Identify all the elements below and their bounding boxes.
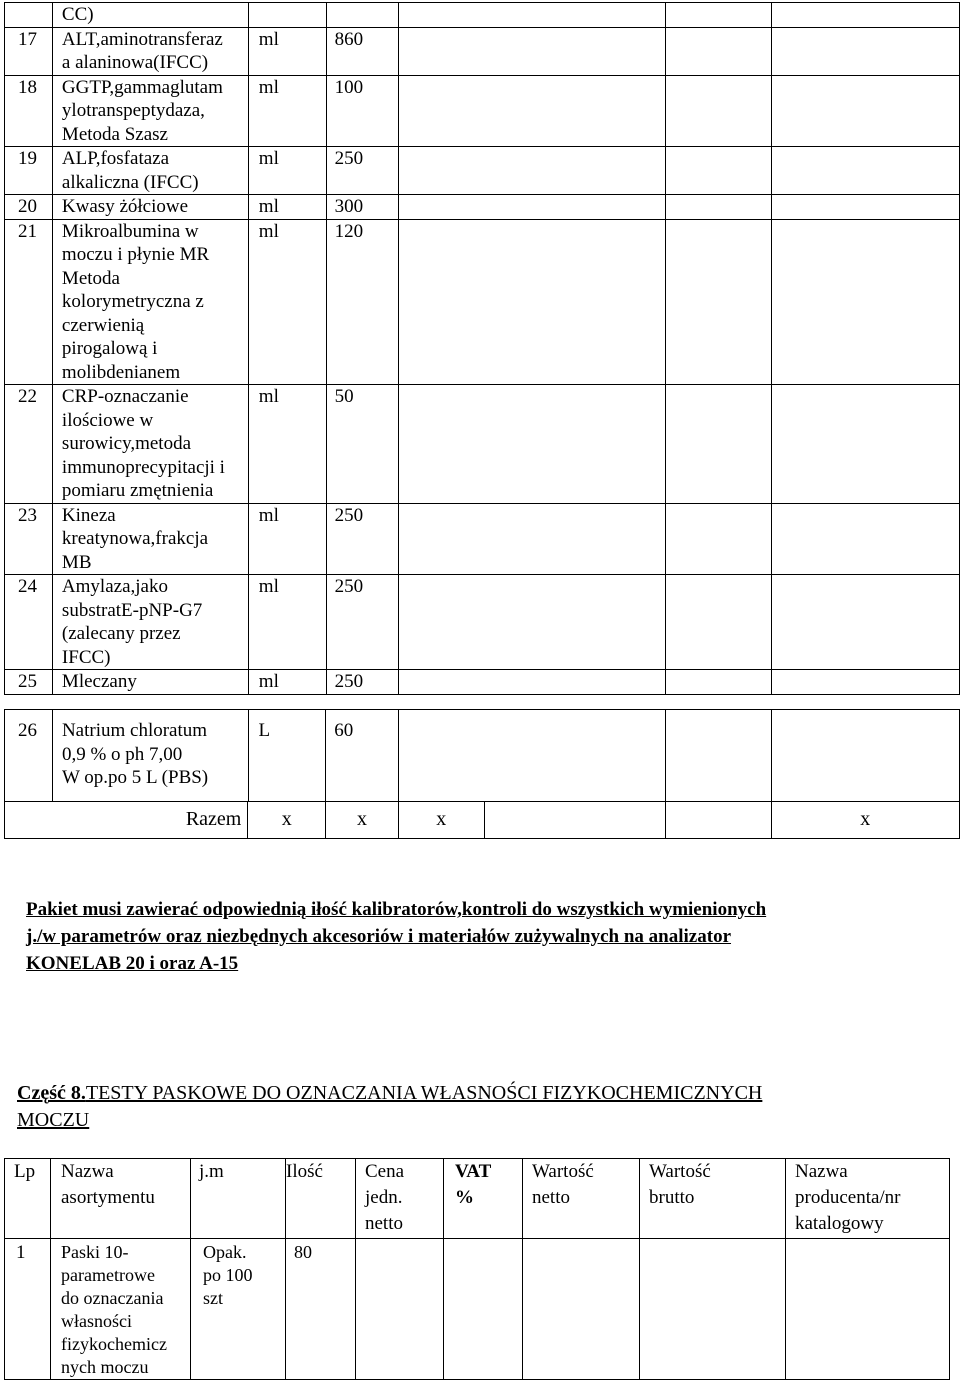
header-row [5, 1159, 950, 1239]
header-wartosc-brutto: Wartość brutto [640, 1159, 786, 1239]
item-name [52, 575, 248, 670]
item-name-line: ALT,aminotransferaz [61, 28, 223, 50]
item-name-line: Kineza [61, 504, 116, 526]
item-name-line: kreatynowa,frakcja [61, 528, 209, 549]
note-line: Pakiet musi zawierać odpowiednią iłość kalibratorów,kontroli do wszystkich wymienionych [26, 899, 767, 920]
item-name-line: Mleczany [61, 671, 137, 692]
item-number: 22 [5, 385, 53, 504]
table-row [5, 710, 960, 802]
item-number: 18 [5, 75, 53, 147]
item-name-line: pomiaru zmętnienia [61, 480, 214, 501]
totals-mark: x [248, 802, 326, 839]
table-row [5, 195, 960, 220]
item-number: 17 [5, 27, 53, 75]
item-name-line: ylotranspeptydaza, [61, 100, 205, 121]
item-number: 23 [5, 503, 53, 575]
totals-mark: x [398, 802, 484, 839]
item-unit: Opak. po 100 szt [191, 1239, 286, 1380]
item-number: 21 [5, 219, 53, 385]
item-quantity: 50 [326, 385, 399, 504]
item-name-line: immunoprecypitacji i [61, 456, 225, 478]
item-quantity: 300 [326, 195, 399, 220]
item-quantity: 60 [326, 710, 399, 802]
item-name-line: Natrium chloratum [61, 720, 208, 741]
item-name-line: surowicy,metoda [61, 433, 192, 454]
item-name-line: a alaninowa(IFCC) [61, 52, 209, 73]
section-title-line: MOCZU [17, 1109, 90, 1131]
item-name-line: alkaliczna (IFCC) [61, 171, 199, 193]
item-name [52, 219, 248, 385]
item-quantity: 250 [326, 575, 399, 670]
section-prefix: Część 8. [17, 1082, 86, 1104]
header-vat: VAT % [444, 1159, 523, 1239]
header-wartosc-netto: Wartość netto [523, 1159, 640, 1239]
note-line: j./w parametrów oraz niezbędnych akcesoriów i materiałów zużywalnych na analizator [26, 926, 732, 947]
totals-table [4, 801, 960, 839]
item-number: 26 [5, 710, 53, 802]
table-row [5, 75, 960, 147]
item-number: 24 [5, 575, 53, 670]
item-name-line: molibdenianem [61, 361, 181, 383]
item-name-line: W op.po 5 L (PBS) [61, 767, 209, 788]
item-unit: ml [248, 75, 326, 147]
item-name-line: moczu i płynie MR [61, 244, 210, 265]
table-row [5, 670, 960, 695]
item-name-line: ALP,fosfataza [61, 148, 170, 169]
section-title [17, 1080, 947, 1134]
item-quantity: 250 [326, 147, 399, 195]
item-number: 1 [5, 1239, 51, 1380]
item-name [52, 710, 248, 802]
item-name-line: Kwasy żółciowe [61, 196, 189, 217]
item-name [52, 670, 248, 695]
table-row [5, 575, 960, 670]
item-quantity: 80 [286, 1239, 356, 1380]
item-name-line: Amylaza,jako [61, 576, 168, 597]
package-note [26, 896, 936, 977]
item-name [52, 385, 248, 504]
table-row [5, 503, 960, 575]
table-row [5, 3, 960, 28]
item-name-line: ilościowe w [61, 409, 154, 431]
item-name-line: GGTP,gammaglutam [61, 76, 223, 98]
item-name-line: pirogalową i [61, 338, 158, 359]
item-name [52, 195, 248, 220]
table-row [5, 147, 960, 195]
header-nazwa: Nazwa asortymentu [51, 1159, 191, 1239]
item-name-fragment: CC) [52, 3, 248, 28]
item-name-line: Metoda [61, 267, 120, 289]
item-name [52, 75, 248, 147]
totals-mark: x [326, 802, 399, 839]
item-name-line: substratE-pNP-G7 [61, 599, 203, 621]
item-unit: L [248, 710, 326, 802]
item-number: 25 [5, 670, 53, 695]
item-unit: ml [248, 195, 326, 220]
item-unit: ml [248, 575, 326, 670]
item-unit: ml [248, 670, 326, 695]
part8-table [4, 1158, 950, 1380]
table-row [5, 385, 960, 504]
header-lp: Lp [5, 1159, 51, 1239]
header-producent: Nazwa producenta/nr katalogowy [786, 1159, 950, 1239]
item-unit: ml [248, 27, 326, 75]
item-name-line: Mikroalbumina w [61, 220, 199, 242]
item-name-line: 0,9 % o ph 7,00 [61, 743, 183, 765]
item-26-table [4, 709, 960, 802]
item-name-line: IFCC) [61, 646, 111, 668]
item-quantity: 250 [326, 670, 399, 695]
item-name [52, 503, 248, 575]
item-number: 19 [5, 147, 53, 195]
items-table-continued [4, 2, 960, 695]
item-quantity: 860 [326, 27, 399, 75]
header-jm: j.m [191, 1159, 286, 1239]
item-name-line: MB [61, 551, 92, 573]
item-quantity: 250 [326, 503, 399, 575]
totals-row [5, 802, 960, 839]
item-quantity: 100 [326, 75, 399, 147]
section-title-line: TESTY PASKOWE DO OZNACZANIA WŁASNOŚCI FIZYKOCHEMICZNYCH [85, 1082, 763, 1104]
item-unit: ml [248, 385, 326, 504]
item-number: 20 [5, 195, 53, 220]
item-name-line: CRP-oznaczanie [61, 386, 189, 407]
table-row [5, 219, 960, 385]
item-unit: ml [248, 147, 326, 195]
item-name-line: kolorymetryczna z [61, 291, 204, 312]
item-unit: ml [248, 503, 326, 575]
item-name: Paski 10- parametrowe do oznaczania własności fizykochemicz nych moczu [51, 1239, 191, 1380]
item-name-line: czerwienią [61, 314, 145, 336]
totals-mark: x [771, 802, 959, 839]
item-quantity: 120 [326, 219, 399, 385]
table-row [5, 1239, 950, 1380]
item-name-line: (zalecany przez [61, 623, 181, 644]
header-cena: Cena jedn. netto [356, 1159, 444, 1239]
items-table-body [5, 3, 960, 695]
totals-label: Razem [5, 802, 248, 839]
item-name [52, 27, 248, 75]
item-name [52, 147, 248, 195]
header-ilosc: Ilość [286, 1159, 356, 1239]
table-row [5, 27, 960, 75]
item-unit: ml [248, 219, 326, 385]
note-line: KONELAB 20 i oraz A-15 [26, 953, 239, 974]
item-name-line: Metoda Szasz [61, 123, 168, 145]
